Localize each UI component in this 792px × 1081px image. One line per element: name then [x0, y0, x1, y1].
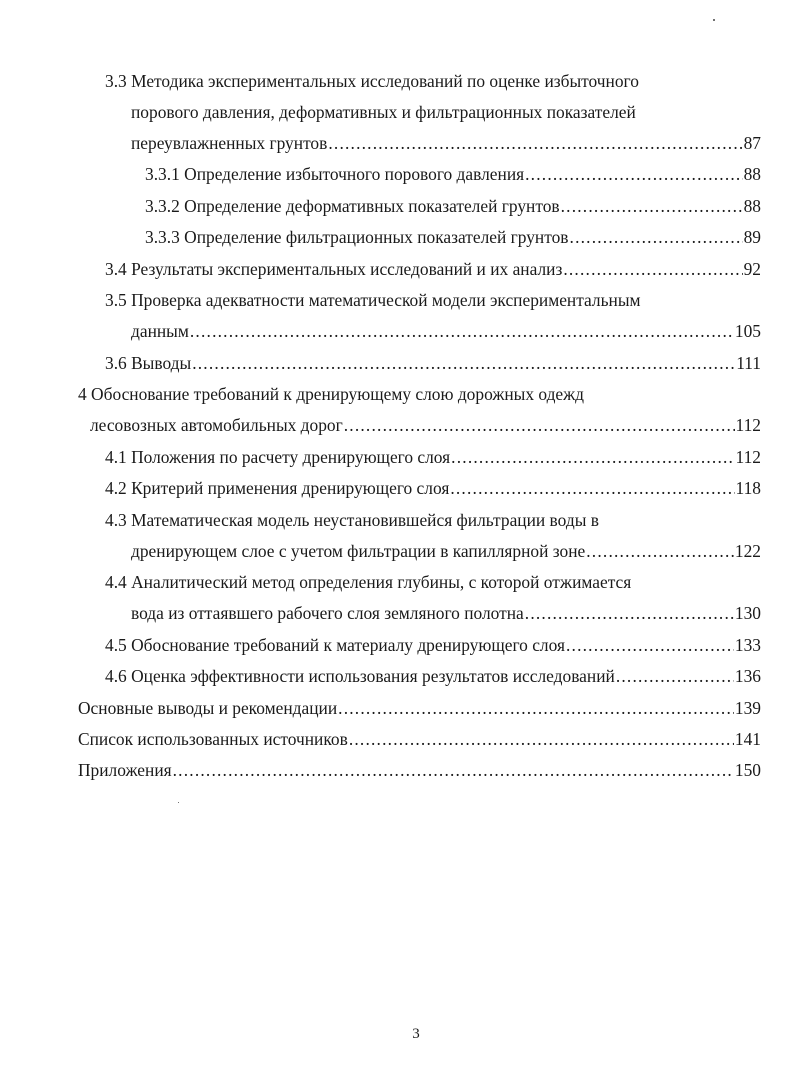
dot-leader [616, 665, 734, 687]
toc-page-number: 112 [735, 415, 761, 435]
dot-leader [566, 634, 734, 656]
toc-entry-4-line-1: 4 Обоснование требований к дренирующему слою дорожных одежд [78, 384, 585, 404]
toc-entry-3-3-line-1: 3.3 Методика экспериментальных исследований по оценке избыточного [105, 71, 639, 91]
dot-leader [525, 163, 742, 185]
toc-entry-3-3-line-2: порового давления, деформативных и фильтрационных показателей [131, 102, 636, 122]
toc-entry-3-5[interactable] [131, 320, 761, 342]
dot-leader [570, 226, 743, 248]
toc-entry-title: 4.5 Обоснование требований к материалу дренирующего слоя [105, 635, 565, 655]
toc-entry-title: Список использованных источников [78, 729, 348, 749]
toc-entry-4-1[interactable] [105, 446, 761, 468]
toc-entry-title: данным [131, 321, 189, 341]
toc-page-number: 130 [734, 603, 761, 623]
toc-entry-title: лесовозных автомобильных дорог [90, 415, 343, 435]
dot-leader [586, 540, 734, 562]
page-number: 3 [412, 1026, 420, 1042]
toc-page-number: 136 [734, 666, 761, 686]
scan-speck [713, 19, 715, 21]
toc-entry-3-3-3[interactable] [145, 226, 761, 248]
toc-entry-conclusions[interactable] [78, 697, 761, 719]
dot-leader [450, 477, 734, 499]
toc-entry-4-5[interactable] [105, 634, 761, 656]
dot-leader [338, 697, 734, 719]
dot-leader [190, 320, 734, 342]
toc-page-number: 118 [735, 478, 761, 498]
toc-page-number: 141 [734, 729, 761, 749]
dot-leader [451, 446, 734, 468]
dot-leader [525, 602, 734, 624]
toc-page-number: 92 [743, 259, 761, 279]
toc-page-number: 89 [743, 227, 761, 247]
toc-page-number: 88 [743, 164, 761, 184]
toc-entry-title: 3.3.2 Определение деформативных показателей грунтов [145, 196, 560, 216]
toc-entry-title: 4.1 Положения по расчету дренирующего слоя [105, 447, 451, 467]
toc-page-number: 111 [736, 353, 761, 373]
toc-entry-title: 3.3.1 Определение избыточного порового давления [145, 164, 525, 184]
toc-entry-appendices[interactable] [78, 759, 761, 781]
dot-leader [349, 728, 734, 750]
toc-entry-title: Основные выводы и рекомендации [78, 698, 338, 718]
toc-page-number: 122 [734, 541, 761, 561]
toc-entry-3-3-1[interactable] [145, 163, 761, 185]
dot-leader [561, 195, 743, 217]
toc-entry-3-3[interactable] [131, 132, 761, 154]
dot-leader [328, 132, 742, 154]
toc-entry-title: 4.6 Оценка эффективности использования результатов исследований [105, 666, 615, 686]
toc-entry-4-2[interactable] [105, 477, 761, 499]
dot-leader [344, 414, 735, 436]
toc-page-number: 112 [735, 447, 761, 467]
dot-leader [173, 759, 734, 781]
toc-entry-title: вода из оттаявшего рабочего слоя земляного полотна [131, 603, 524, 623]
toc-entry-title: Приложения [78, 760, 172, 780]
toc-page-number: 88 [743, 196, 761, 216]
toc-entry-3-5-line-1: 3.5 Проверка адекватности математической модели экспериментальным [105, 290, 641, 310]
toc-entry-title: 3.4 Результаты экспериментальных исследований и их анализ [105, 259, 563, 279]
toc-entry-references[interactable] [78, 728, 761, 750]
dot-leader [192, 352, 735, 374]
toc-entry-4-3[interactable] [131, 540, 761, 562]
toc-entry-title: дренирующем слое с учетом фильтрации в капиллярной зоне [131, 541, 586, 561]
toc-entry-title: переувлажненных грунтов [131, 133, 328, 153]
toc-page-number: 105 [734, 321, 761, 341]
toc-entry-4-4-line-1: 4.4 Аналитический метод определения глубины, с которой отжимается [105, 572, 632, 592]
toc-page-number: 133 [734, 635, 761, 655]
scan-speck [178, 802, 179, 803]
toc-entry-4-3-line-1: 4.3 Математическая модель неустановившейся фильтрации воды в [105, 510, 599, 530]
toc-entry-title: 3.6 Выводы [105, 353, 192, 373]
toc-entry-4-4[interactable] [131, 602, 761, 624]
toc-page-number: 150 [734, 760, 761, 780]
toc-page-number: 139 [734, 698, 761, 718]
toc-page-number: 87 [743, 133, 761, 153]
toc-entry-3-3-2[interactable] [145, 195, 761, 217]
dot-leader [563, 258, 742, 280]
toc-entry-4-6[interactable] [105, 665, 761, 687]
toc-entry-title: 4.2 Критерий применения дренирующего слоя [105, 478, 450, 498]
toc-entry-3-4[interactable] [105, 258, 761, 280]
toc-entry-4[interactable] [90, 414, 761, 436]
toc-entry-title: 3.3.3 Определение фильтрационных показателей грунтов [145, 227, 569, 247]
toc-entry-3-6[interactable] [105, 352, 761, 374]
